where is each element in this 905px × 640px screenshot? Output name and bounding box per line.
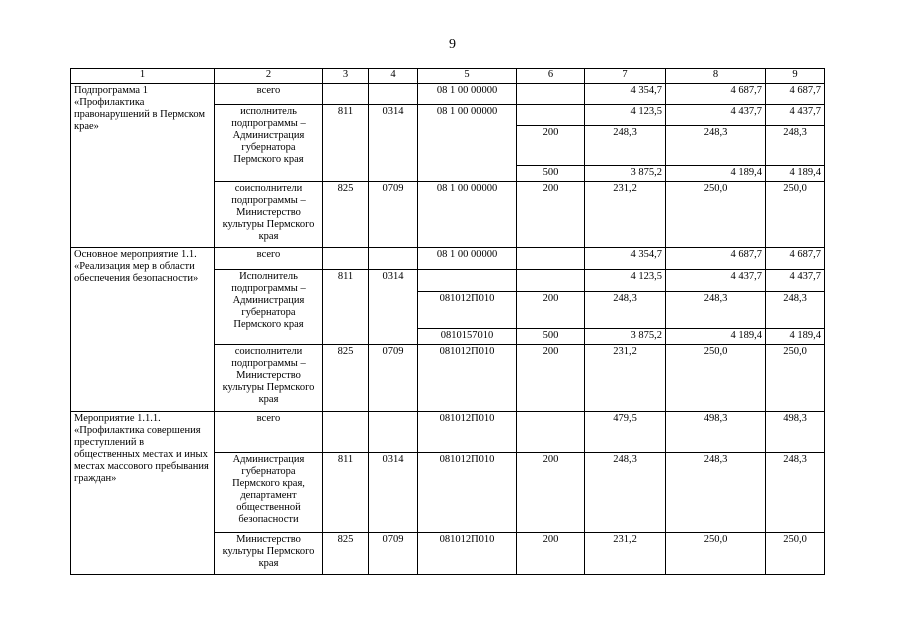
value-cell: 4 437,7 xyxy=(766,270,825,292)
value-cell: 250,0 xyxy=(666,533,766,575)
value-cell: 4 189,4 xyxy=(666,329,766,345)
value-cell: 4 437,7 xyxy=(666,270,766,292)
value-cell: 250,0 xyxy=(766,182,825,248)
vr-code: 200 xyxy=(517,533,585,575)
value-cell: 250,0 xyxy=(766,533,825,575)
csr-code: 081012П010 xyxy=(418,453,517,533)
value-cell: 498,3 xyxy=(766,412,825,453)
value-cell: 3 875,2 xyxy=(585,329,666,345)
gr-code: 811 xyxy=(323,453,369,533)
value-cell: 248,3 xyxy=(766,453,825,533)
budget-table xyxy=(70,68,825,575)
value-cell: 4 189,4 xyxy=(766,329,825,345)
program-name: Основное мероприятие 1.1. «Реализация мер в области обеспечения безопасности» xyxy=(71,248,215,412)
csr-code: 08 1 00 00000 xyxy=(418,105,517,182)
value-cell: 248,3 xyxy=(666,292,766,329)
value-cell: 248,3 xyxy=(585,292,666,329)
gr-code: 825 xyxy=(323,182,369,248)
value-cell: 248,3 xyxy=(666,126,766,166)
row-label: соисполнители подпрограммы – Министерство культуры Пермского края xyxy=(215,182,323,248)
section-code: 0314 xyxy=(369,453,418,533)
value-cell: 4 687,7 xyxy=(766,248,825,270)
vr-code: 500 xyxy=(517,166,585,182)
gr-code: 811 xyxy=(323,270,369,345)
page-number: 9 xyxy=(449,37,456,52)
gr-code: 811 xyxy=(323,105,369,182)
vr-code: 200 xyxy=(517,126,585,166)
section-code: 0314 xyxy=(369,105,418,182)
row-label: всего xyxy=(215,412,323,453)
gr-code: 825 xyxy=(323,533,369,575)
row-label: исполнитель подпрограммы – Администрация губернатора Пермского края xyxy=(215,105,323,182)
csr-code: 081012П010 xyxy=(418,345,517,412)
value-cell: 3 875,2 xyxy=(585,166,666,182)
value-cell: 248,3 xyxy=(766,292,825,329)
csr-code: 081012П010 xyxy=(418,412,517,453)
value-cell: 231,2 xyxy=(585,182,666,248)
section-code: 0709 xyxy=(369,533,418,575)
value-cell: 250,0 xyxy=(666,345,766,412)
program-name: Мероприятие 1.1.1. «Профилактика совершения преступлений в общественных местах и иных местах массового пребывания граждан» xyxy=(71,412,215,575)
value-cell: 4 189,4 xyxy=(766,166,825,182)
value-cell: 4 687,7 xyxy=(666,84,766,105)
value-cell: 250,0 xyxy=(766,345,825,412)
value-cell: 479,5 xyxy=(585,412,666,453)
value-cell: 4 123,5 xyxy=(585,270,666,292)
header-cell: 1 xyxy=(71,69,215,84)
vr-code: 500 xyxy=(517,329,585,345)
header-cell: 5 xyxy=(418,69,517,84)
header-cell: 2 xyxy=(215,69,323,84)
vr-code: 200 xyxy=(517,345,585,412)
vr-code: 200 xyxy=(517,453,585,533)
value-cell: 248,3 xyxy=(585,453,666,533)
value-cell: 4 437,7 xyxy=(766,105,825,126)
table-row xyxy=(71,248,825,270)
value-cell: 4 687,7 xyxy=(766,84,825,105)
csr-code: 081012П010 xyxy=(418,292,517,329)
row-label: Администрация губернатора Пермского края, департамент общественной безопасности xyxy=(215,453,323,533)
vr-code: 200 xyxy=(517,292,585,329)
header-cell: 3 xyxy=(323,69,369,84)
value-cell: 4 189,4 xyxy=(666,166,766,182)
value-cell: 4 687,7 xyxy=(666,248,766,270)
csr-code: 0810157010 xyxy=(418,329,517,345)
section-code: 0709 xyxy=(369,345,418,412)
row-label: всего xyxy=(215,248,323,270)
value-cell: 4 354,7 xyxy=(585,84,666,105)
value-cell: 248,3 xyxy=(666,453,766,533)
csr-code: 08 1 00 00000 xyxy=(418,84,517,105)
header-cell: 8 xyxy=(666,69,766,84)
value-cell: 248,3 xyxy=(585,126,666,166)
section-code: 0314 xyxy=(369,270,418,345)
value-cell: 4 354,7 xyxy=(585,248,666,270)
value-cell: 4 123,5 xyxy=(585,105,666,126)
row-label: Министерство культуры Пермского края xyxy=(215,533,323,575)
value-cell: 250,0 xyxy=(666,182,766,248)
row-label: всего xyxy=(215,84,323,105)
row-label: соисполнители подпрограммы – Министерство культуры Пермского края xyxy=(215,345,323,412)
header-cell: 9 xyxy=(766,69,825,84)
table-header-row xyxy=(71,69,825,84)
gr-code: 825 xyxy=(323,345,369,412)
value-cell: 4 437,7 xyxy=(666,105,766,126)
table-row xyxy=(71,84,825,105)
program-name: Подпрограмма 1 «Профилактика правонарушений в Пермском крае» xyxy=(71,84,215,248)
value-cell: 248,3 xyxy=(766,126,825,166)
header-cell: 7 xyxy=(585,69,666,84)
section-code: 0709 xyxy=(369,182,418,248)
header-cell: 4 xyxy=(369,69,418,84)
header-cell: 6 xyxy=(517,69,585,84)
csr-code: 08 1 00 00000 xyxy=(418,182,517,248)
table-row xyxy=(71,412,825,453)
csr-code: 081012П010 xyxy=(418,533,517,575)
value-cell: 231,2 xyxy=(585,345,666,412)
csr-code: 08 1 00 00000 xyxy=(418,248,517,270)
vr-code: 200 xyxy=(517,182,585,248)
value-cell: 231,2 xyxy=(585,533,666,575)
value-cell: 498,3 xyxy=(666,412,766,453)
row-label: Исполнитель подпрограммы – Администрация губернатора Пермского края xyxy=(215,270,323,345)
